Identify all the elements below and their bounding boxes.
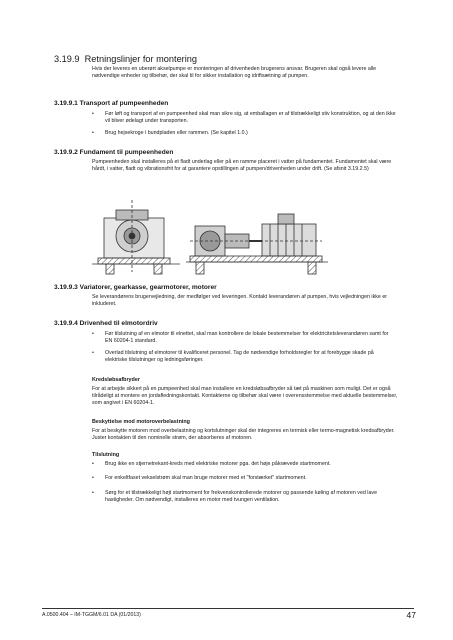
list-item: • Sørg for et tilstrækkeligt højt startmoment for frekvenskontrollerede motorer og passende køling af motoren ved lave hastigheder. Om nødvendigt, installeres en motor med tvungen ventilation.	[92, 490, 404, 510]
heading-kredslob: Kredsløbsafbryder	[92, 377, 140, 383]
bullet-text: Før tilslutning af en elmotor til elnettet, skal man kontrollere de lokale bestemmelser for elektricitetsleverandøren samt for EN 60204-1 standard.	[105, 331, 389, 345]
bullet-text: For enkeltfaset vekselstrøm skal man bruge motorer med et "forstærket" startmoment.	[105, 475, 307, 481]
heading-transport: 3.19.9.1 Transport af pumpeenheden	[54, 100, 169, 107]
fundament-paragraph: Pumpeenheden skal installeres på et fladt underlag eller på en ramme placeret i vatter på fundamentet. Fundamentet skal være hårdt, i vatter, fladt og vibrationsfrit for at garantere opstillingen af pumpen/drivenheden under drift. (Se afsnit 3.19.2.5)	[92, 159, 392, 173]
pump-front-view	[92, 200, 180, 274]
heading-beskyttelse: Beskyttelse mod motoroverbelastning	[92, 419, 190, 425]
list-item: • Overlad tilslutning af elmotorer til kvalificeret personel. Tag de nødvendige forholdsregler for at forebygge skade på elektriske tilslutninger og ledningsføringer.	[92, 350, 396, 370]
section-number: 3.19.9	[54, 54, 80, 64]
beskyttelse-paragraph: For at beskytte motoren mod overbelastning og kortslutninger skal der integreres en termisk eller termo-magnetisk kredsafbryder. Juster kontakten til den nominelle strøm, der absorberes af motoren.	[92, 428, 395, 442]
bullet-text: Før løft og transport af en pumpeenhed skal man sikre sig, at emballagen er af tilstrækkeligt stiv konstruktion, og at den ikke vil bliver ødelagt under transporten.	[105, 111, 396, 125]
bullet-text: Overlad tilslutning af elmotorer til kvalificeret personel. Tag de nødvendige forholdsregler for at forebygge skade på elektriske tilslutninger og ledningsføringer.	[105, 350, 374, 364]
variator-paragraph: Se leverandørens brugervejledning, der medfølger ved leveringen. Kontakt leverandøren af pumpen, hvis vejledningen ikke er inkluderet.	[92, 294, 388, 308]
list-item: • Før løft og transport af en pumpeenhed skal man sikre sig, at emballagen er af tilstrækkeligt stiv konstruktion, og at den ikke vil bliver ødelagt under transporten.	[92, 111, 396, 125]
bullet-text: Brug ikke en stjernetrekant-kreds med elektriske motorer pga. det høje påkrævede startmoment.	[105, 461, 331, 467]
list-item: • Brug hejsekroge i bundpladen eller rammen. (Se kapitel 1.0.)	[92, 130, 396, 140]
list-item: • Brug ikke en stjernetrekant-kreds med elektriske motorer pga. det høje påkrævede startmoment.	[92, 461, 404, 471]
bullet-text: Brug hejsekroge i bundpladen eller rammen. (Se kapitel 1.0.)	[105, 130, 248, 136]
bullet-text: Sørg for et tilstrækkeligt højt startmoment for frekvenskontrollerede motorer og passende køling af motoren ved lave hastigheder. Om nødvendigt, installeres en motor med tvungen ventilation.	[105, 490, 378, 504]
section-title	[54, 54, 197, 64]
heading-drivenhed: 3.19.9.4 Drivenhed til elmotordriv	[54, 320, 158, 327]
page-number: 47	[406, 610, 416, 620]
list-item: • For enkeltfaset vekselstrøm skal man bruge motorer med et "forstærket" startmoment.	[92, 475, 404, 485]
intro-paragraph: Hvis der leveres en uberørt akselpumpe er monteringen af drivenheden brugerens ansvar. Brugeren skal også levere alle nødvendige enheder og tilbehør, der skal til for sikker installation og idriftsætning af pumpen.	[92, 66, 377, 80]
footer-rule	[42, 608, 414, 609]
footer-doc-ref: A.0500.404 – IM-TGGM/6.01 DA (01/2013)	[42, 612, 141, 618]
pump-mounting-figure	[90, 196, 330, 278]
pump-side-view	[186, 214, 328, 274]
heading-variator: 3.19.9.3 Variatorer, gearkasse, gearmotorer, motorer	[54, 284, 217, 291]
list-item: • Før tilslutning af en elmotor til elnettet, skal man kontrollere de lokale bestemmelser for elektricitetsleverandøren samt for EN 60204-1 standard.	[92, 331, 396, 351]
heading-tilslutning: Tilslutning	[92, 452, 120, 458]
section-title-text: Retningslinjer for montering	[84, 54, 198, 64]
kredslob-paragraph: For at arbejde sikkert på en pumpeenhed skal man installere en kredsløbsafbryder så tæt på maskinen som muligt. Det er også tilrådeligt at montere en jordafledningskontakt. Kontakterne og tilbehør skal være i overensstemmelse med aktuelle bestemmelser, som angivet i EN 60204-1.	[92, 386, 398, 407]
heading-fundament: 3.19.9.2 Fundament til pumpeenheden	[54, 149, 174, 156]
